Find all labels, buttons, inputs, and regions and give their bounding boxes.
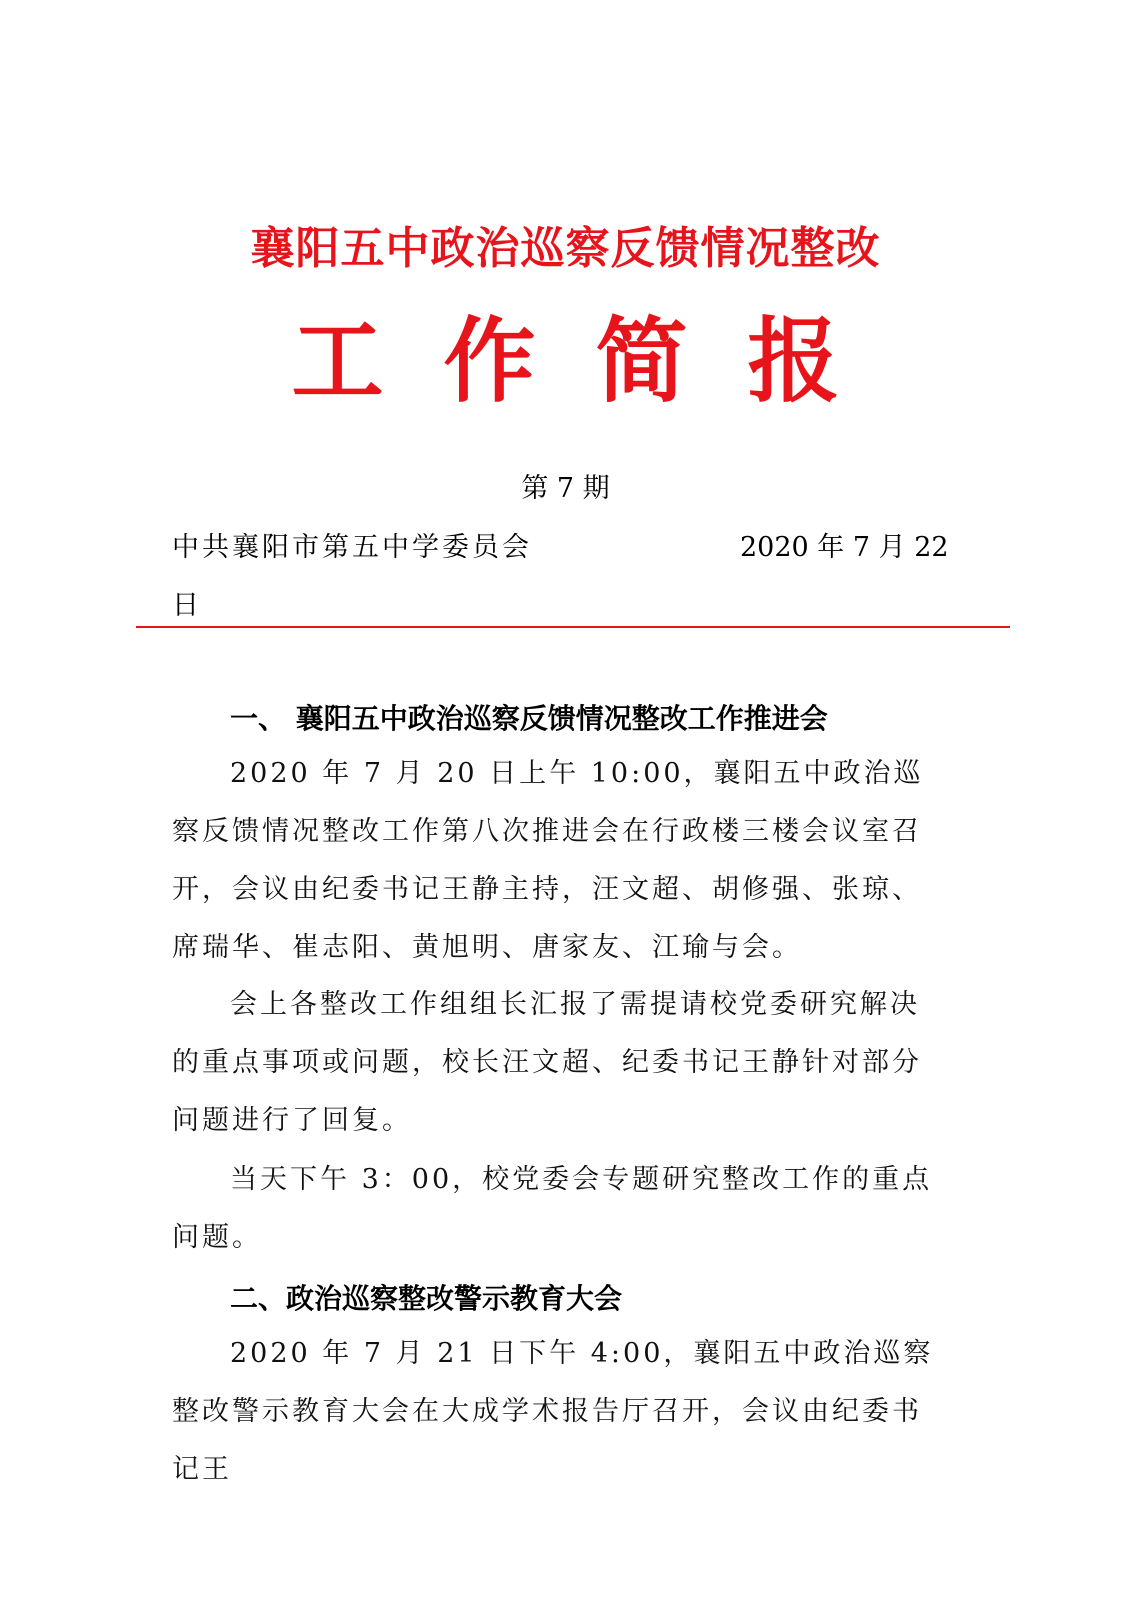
document-title-line1: 襄阳五中政治巡察反馈情况整改 xyxy=(250,223,881,274)
section1-paragraph2: 会上各整改工作组组长汇报了需提请校党委研究解决的重点事项或问题，校长汪文超、纪委书记王静针对部分问题进行了回复。 xyxy=(172,989,922,1136)
section1-paragraph3: 当天下午 3：00，校党委会专题研究整改工作的重点问题。 xyxy=(172,1164,933,1253)
section2-heading: 二、政治巡察整改警示教育大会 xyxy=(230,1282,623,1315)
document-title-line2: 工作简报 xyxy=(291,307,900,415)
red-divider xyxy=(136,626,1010,628)
section1-heading: 一、 襄阳五中政治巡察反馈情况整改工作推进会 xyxy=(230,702,828,735)
section2-paragraph1: 2020 年 7 月 21 日下午 4:00，襄阳五中政治巡察整改警示教育大会在大成学术报告厅召开，会议由纪委书记王 xyxy=(172,1338,934,1485)
issue-number: 第 7 期 xyxy=(521,473,610,504)
issue-date: 2020 年 7 月 22 xyxy=(740,532,949,563)
issue-date-tail: 日 xyxy=(172,590,199,621)
section1-paragraph1: 2020 年 7 月 20 日上午 10:00，襄阳五中政治巡察反馈情况整改工作第八次推进会在行政楼三楼会议室召开，会议由纪委书记王静主持，汪文超、胡修强、张琼、席瑞华、崔志阳、黄旭明、唐家友、江瑜与会。 xyxy=(172,758,924,963)
issuing-organization: 中共襄阳市第五中学委员会 xyxy=(172,532,532,563)
